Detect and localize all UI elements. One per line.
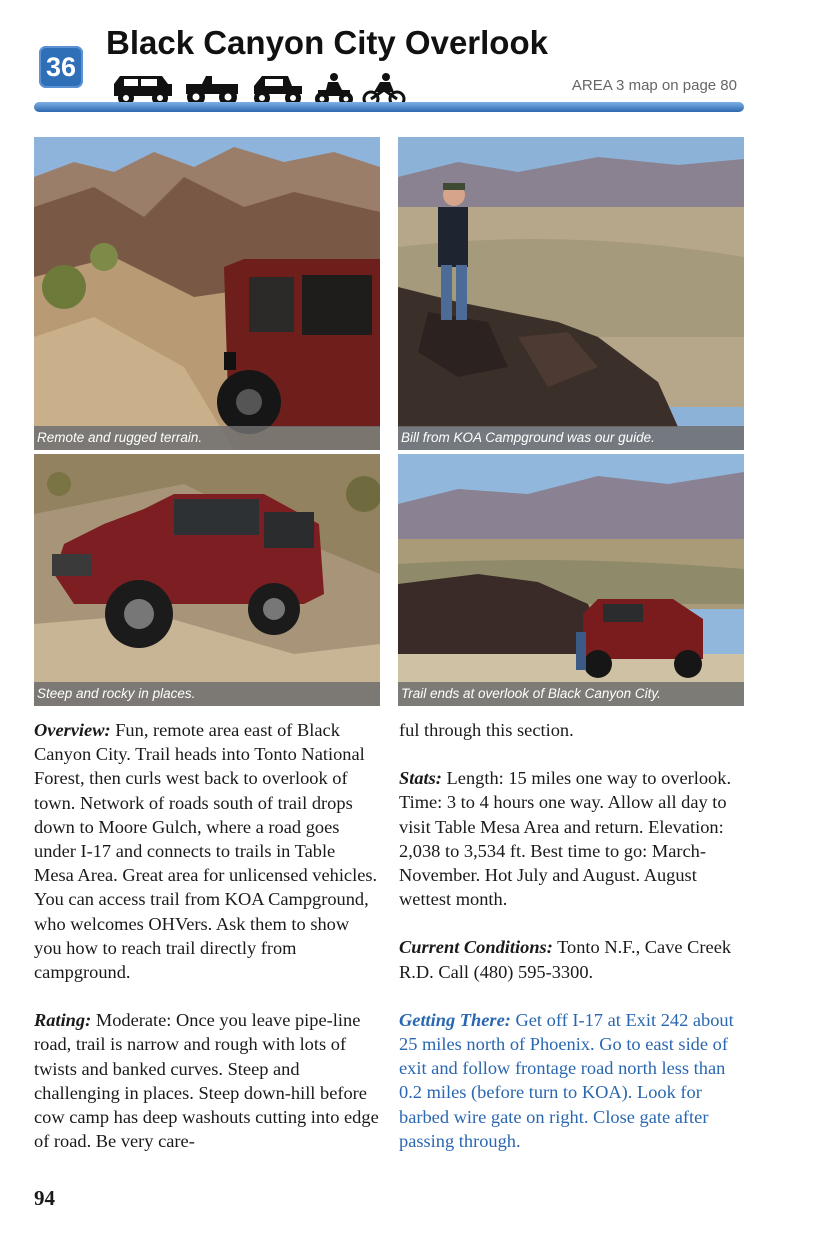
header-rule <box>34 102 744 112</box>
conditions-text: Tonto N.F., Cave Creek R.D. Call (480) 595-3300. <box>399 937 732 982</box>
photo-steep-rocky <box>34 454 380 706</box>
rating-label: Rating: <box>34 1010 92 1031</box>
text-column-right <box>399 718 744 1177</box>
photo-caption: Bill from KOA Campground was our guide. <box>398 426 744 450</box>
getting-there-label: Getting There: <box>399 1009 511 1030</box>
conditions-paragraph <box>399 935 744 983</box>
photo-caption: Trail ends at overlook of Black Canyon City. <box>398 682 744 706</box>
rating-text: Moderate: Once you leave pipe-line road, trail is narrow and rough with lots of twists and banked curves. Steep and challenging in places. Steep down-hill before cow camp has deep washouts cutting into edge of road. Be very care- <box>34 1010 379 1152</box>
photo-rugged-terrain <box>34 137 380 450</box>
page-title: Black Canyon City Overlook <box>106 24 548 61</box>
overview-label: Overview: <box>34 720 111 740</box>
page-number: 94 <box>34 1186 55 1210</box>
photo-caption: Steep and rocky in places. <box>34 682 380 706</box>
rating-paragraph <box>34 1008 379 1153</box>
trail-number-badge: 36 <box>39 46 83 88</box>
stats-text: Length: 15 miles one way to overlook. Time: 3 to 4 hours one way. Allow all day to visit Table Mesa Area and return. Elevation: 2,038 to 3,534 ft. Best time to go: March-November. Hot July and August. August wettest month. <box>399 768 732 910</box>
photo-caption: Remote and rugged terrain. <box>34 426 380 450</box>
getting-there-text: Get off I-17 at Exit 242 about 25 miles north of Phoenix. Go to east side of exit and follow frontage road north less than 0.2 miles (before turn to KOA). Look for barbed wire gate on right. Close gate after passing through. <box>399 1009 734 1151</box>
stats-paragraph <box>399 766 744 911</box>
photo-guide-bill <box>398 137 744 450</box>
photo-overlook <box>398 454 744 706</box>
stats-label: Stats: <box>399 768 442 789</box>
conditions-label: Current Conditions: <box>399 937 553 958</box>
overview-paragraph <box>34 718 379 984</box>
getting-there-paragraph <box>399 1008 744 1153</box>
text-column-left <box>34 718 379 1177</box>
overview-text: Fun, remote area east of Black Canyon City. Trail heads into Tonto National Forest, then curls west back to overlook of town. Network of roads south of trail drops down to Moore Gulch, where a road goes under I-17 and connects to trails in Table Mesa Area. Great area for unlicensed vehicles. You can access trail from KOA Campground, who welcomes OHVers. Ask them to show you how to reach trail directly from campground. <box>34 720 378 983</box>
area-map-reference: AREA 3 map on page 80 <box>571 77 737 94</box>
rating-continued: ful through this section. <box>399 720 574 740</box>
